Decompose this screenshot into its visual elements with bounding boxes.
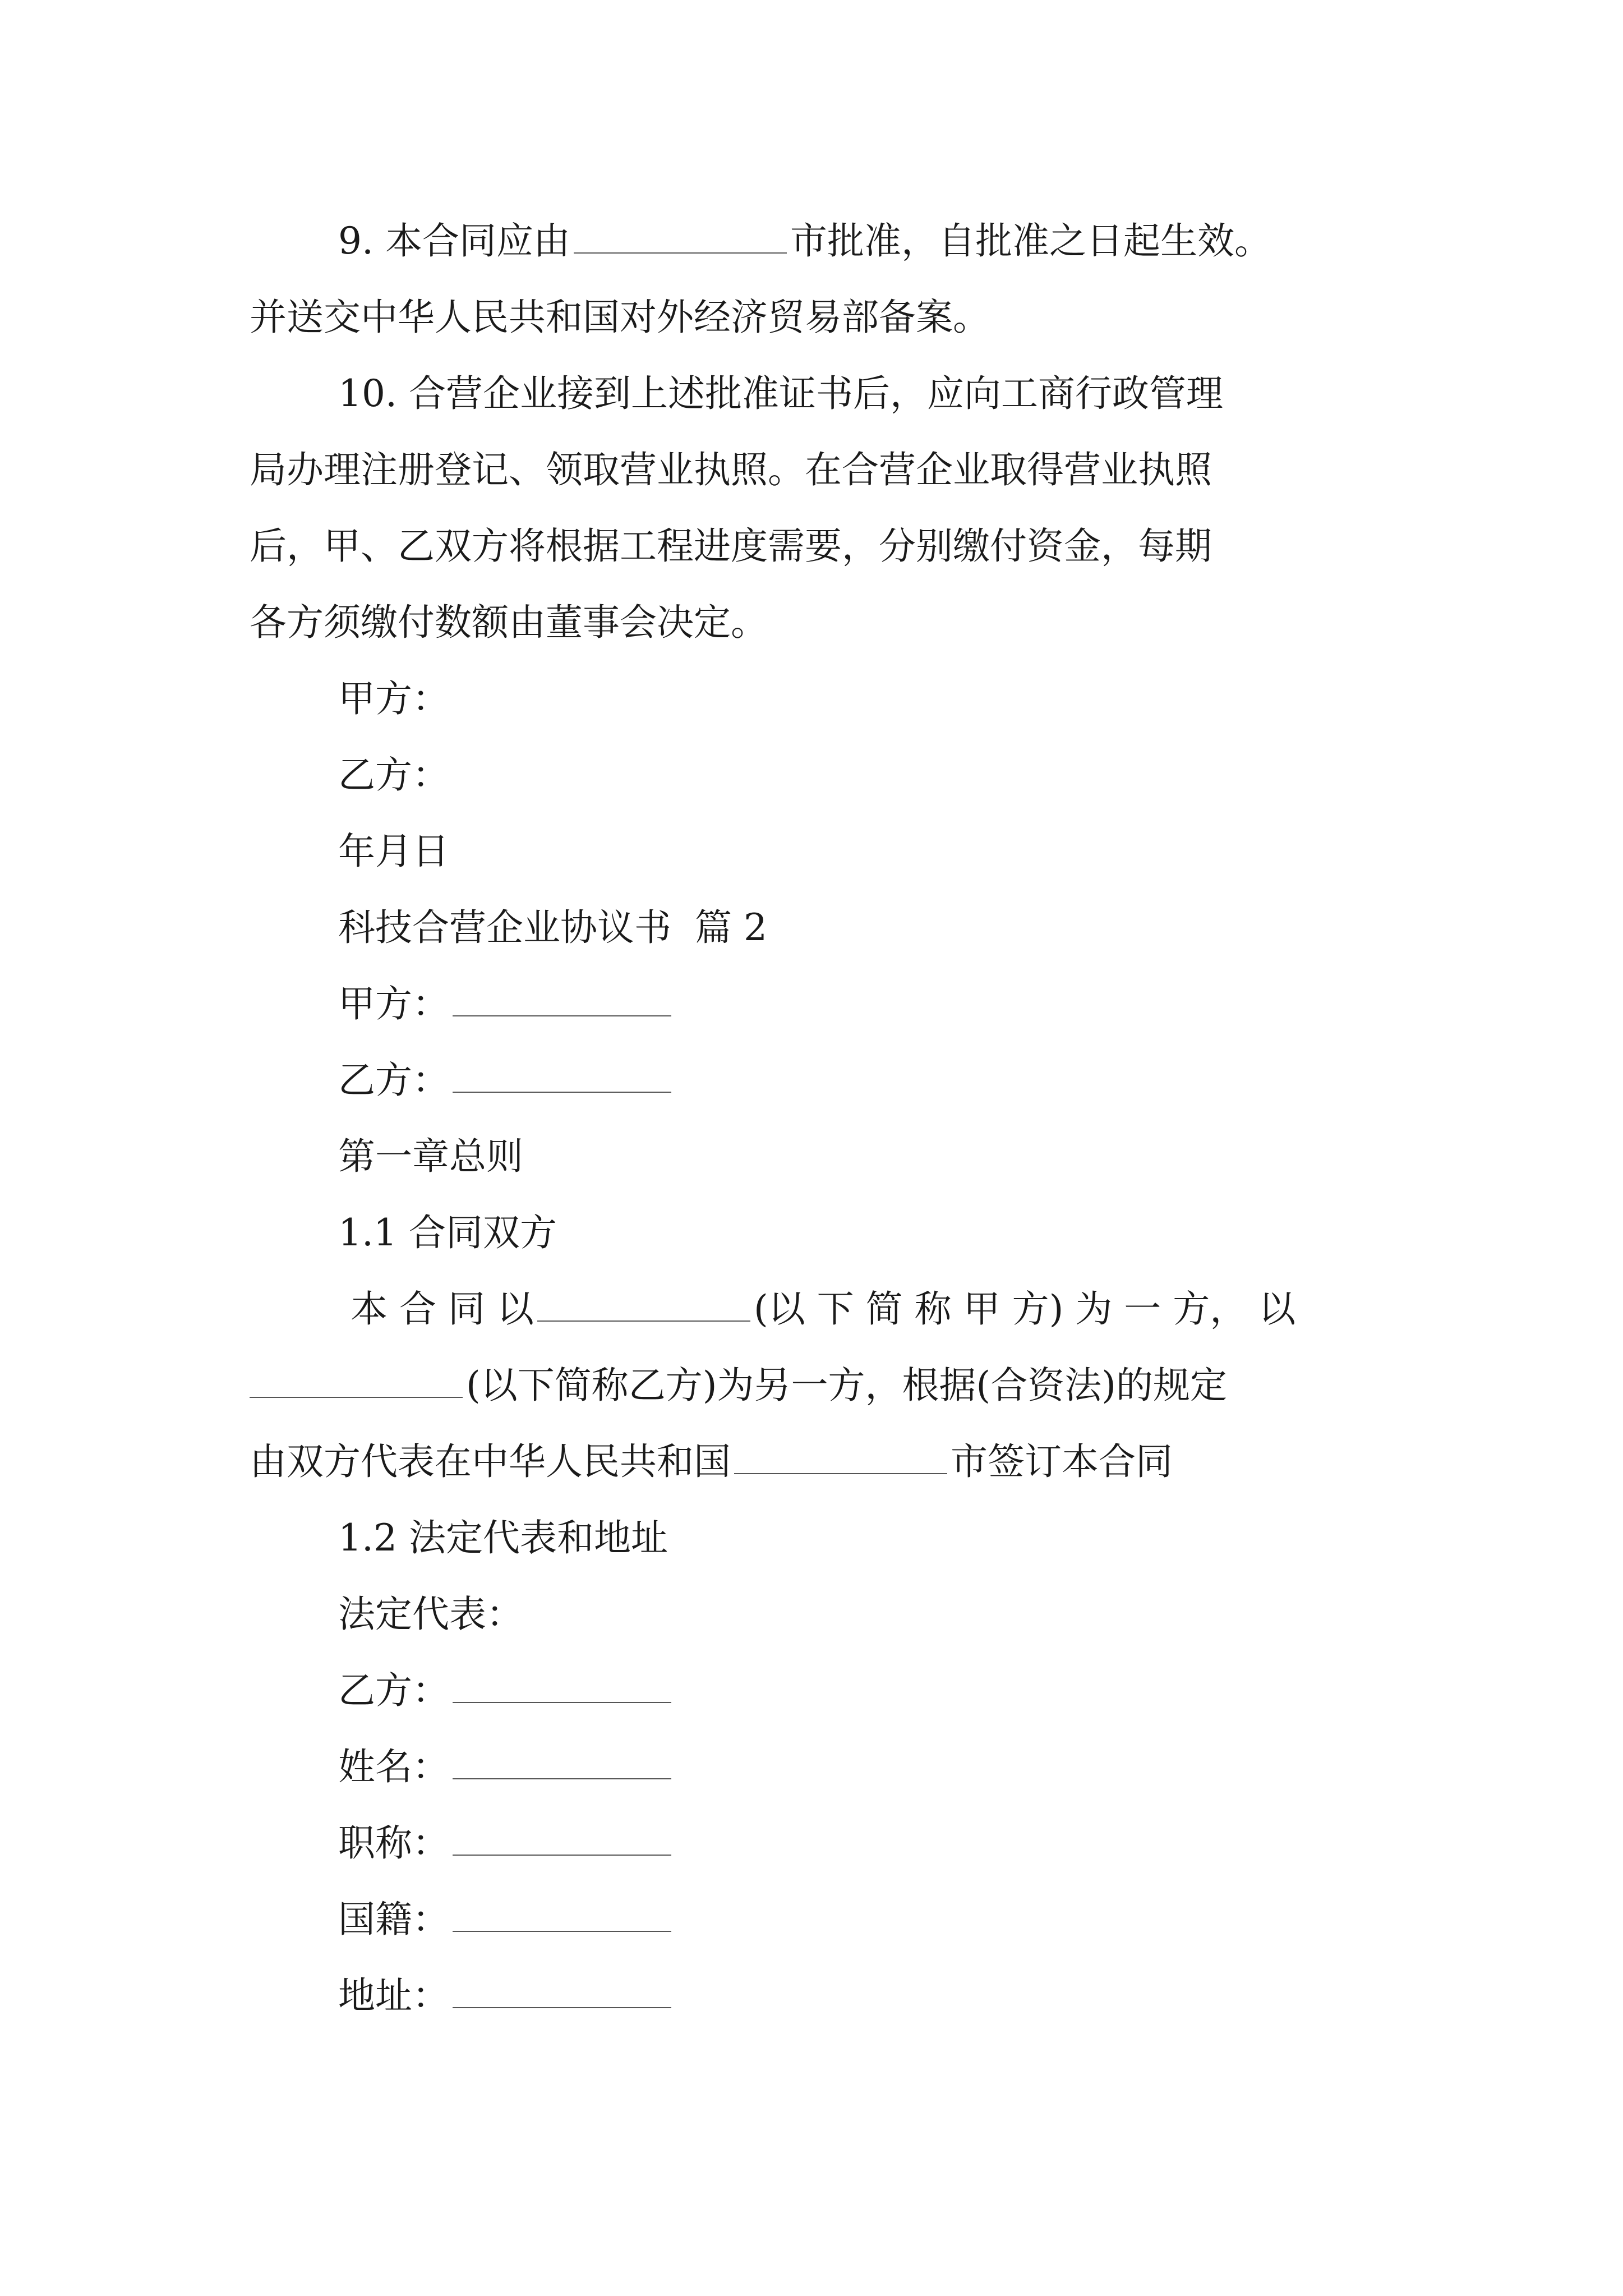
section-1-1-text-a: 本 合 同 以	[351, 1287, 534, 1331]
blank-line	[453, 1086, 671, 1093]
clause-10-line-1: 10. 合营企业接到上述批准证书后，应向工商行政管理	[338, 372, 1223, 415]
doc2-party-b-label: 乙方：	[338, 1059, 449, 1102]
blank-line	[453, 2001, 671, 2008]
section-1-1-line-2	[250, 1363, 1227, 1408]
field-party-b-label: 乙方：	[338, 1669, 449, 1712]
field-nationality-label: 国籍：	[338, 1898, 449, 1941]
field-party-b-row	[338, 1668, 675, 1713]
field-address-row	[338, 1973, 675, 2018]
section-1-1-text-c: (以下简称乙方)为另一方，根据(合资法)的规定	[466, 1364, 1227, 1407]
clause-9-text-a: 9. 本合同应由	[338, 219, 570, 263]
blank-line	[453, 1773, 671, 1779]
section-1-2-heading: 1.2 法定代表和地址	[338, 1516, 668, 1559]
blank-line	[453, 1849, 671, 1856]
signature-party-a: 甲方：	[338, 677, 449, 720]
clause-9-line-1	[338, 219, 1271, 264]
blank-line	[250, 1391, 463, 1398]
clause-9-line-2: 并送交中华人民共和国对外经济贸易部备案。	[250, 296, 990, 339]
field-name-row	[338, 1745, 675, 1789]
doc2-party-a-label: 甲方：	[338, 982, 449, 1025]
section-1-1-text-d: 由双方代表在中华人民共和国	[250, 1440, 731, 1483]
legal-rep-label: 法定代表：	[338, 1593, 523, 1636]
field-address-label: 地址：	[338, 1974, 449, 2017]
field-name-label: 姓名：	[338, 1745, 449, 1788]
chapter-1-heading: 第一章总则	[338, 1135, 523, 1178]
blank-line	[734, 1467, 947, 1474]
field-title-label: 职称：	[338, 1821, 449, 1865]
doc2-party-a-row	[338, 982, 675, 1027]
blank-line	[453, 1010, 671, 1016]
signature-party-b: 乙方：	[338, 753, 449, 797]
field-title-row	[338, 1821, 675, 1866]
field-nationality-row	[338, 1897, 675, 1942]
section-1-1-line-3	[250, 1439, 1173, 1484]
clause-9-text-b: 市批准，自批准之日起生效。	[790, 219, 1271, 263]
section-1-1-text-e: 市签订本合同	[951, 1440, 1173, 1483]
blank-line	[537, 1315, 750, 1322]
blank-line	[574, 247, 787, 254]
section-1-1-heading: 1.1 合同双方	[338, 1211, 557, 1254]
signature-date: 年月日	[338, 830, 449, 873]
doc2-title: 科技合营企业协议书 篇 2	[338, 906, 767, 949]
section-1-1-line-1	[351, 1287, 1295, 1332]
section-1-1-text-b: (以 下 简 称 甲 方) 为 一 方， 以	[753, 1287, 1296, 1331]
blank-line	[453, 1696, 671, 1703]
doc2-party-b-row	[338, 1058, 675, 1103]
blank-line	[453, 1925, 671, 1932]
clause-10-line-3: 后，甲、乙双方将根据工程进度需要，分别缴付资金，每期	[250, 524, 1212, 568]
clause-10-line-2: 局办理注册登记、领取营业执照。在合营企业取得营业执照	[250, 448, 1212, 491]
clause-10-line-4: 各方须缴付数额由董事会决定。	[250, 601, 768, 644]
